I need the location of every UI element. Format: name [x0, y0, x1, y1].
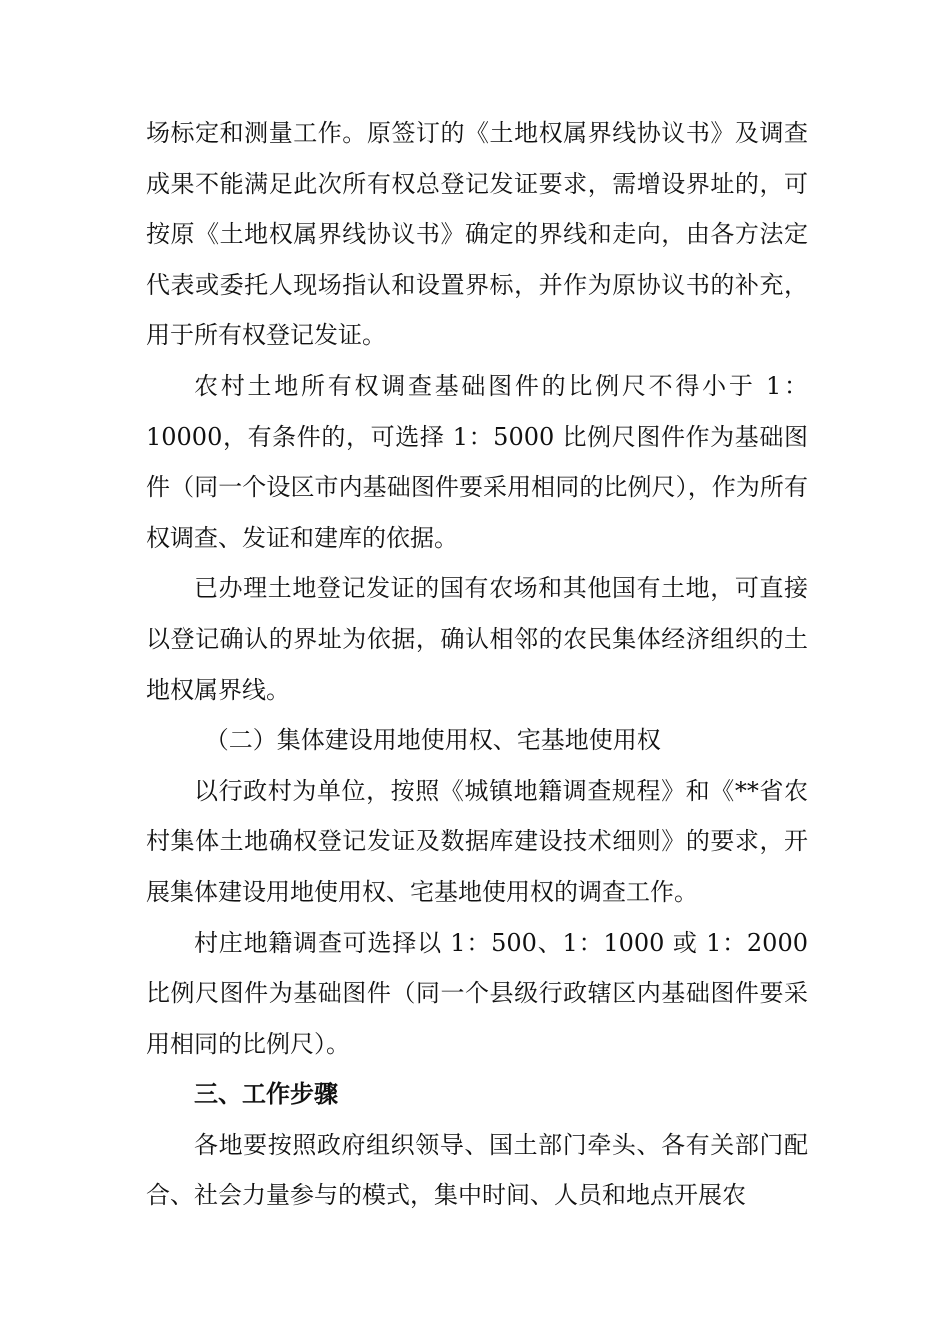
- paragraph-village-survey: 村庄地籍调查可选择以 1：500、1：1000 或 1：2000 比例尺图件为基础图件（同一个县级行政辖区内基础图件要采用相同的比例尺）。: [146, 928, 808, 1058]
- paragraph-state-land: 已办理土地登记发证的国有农场和其他国有土地，可直接以登记确认的界址为依据，确认相邻的农民集体经济组织的土地权属界线。: [146, 574, 808, 704]
- paragraph-continued: 场标定和测量工作。原签订的《土地权属界线协议书》及调查成果不能满足此次所有权总登记发证要求，需增设界址的，可按原《土地权属界线协议书》确定的界线和走向，由各方法定代表或委托人现场指认和设置界标，并作为原协议书的补充，用于所有权登记发证。: [146, 119, 808, 350]
- paragraph-scale-requirement: 农村土地所有权调查基础图件的比例尺不得小于 1：10000，有条件的，可选择 1：5000 比例尺图件作为基础图件（同一个设区市内基础图件要采用相同的比例尺），作为所有权调查、发证和建库的依据。: [146, 371, 808, 552]
- paragraph-survey-unit: 以行政村为单位，按照《城镇地籍调查规程》和《**省农村集体土地确权登记发证及数据库建设技术细则》的要求，开展集体建设用地使用权、宅基地使用权的调查工作。: [146, 776, 808, 906]
- paragraph-work-mode: 各地要按照政府组织领导、国土部门牵头、各有关部门配合、社会力量参与的模式，集中时间、人员和地点开展农: [146, 1130, 808, 1210]
- document-body: [146, 108, 808, 1221]
- subheading-collective-land: （二）集体建设用地使用权、宅基地使用权: [204, 726, 661, 755]
- section-heading-work-steps: 三、工作步骤: [194, 1080, 338, 1109]
